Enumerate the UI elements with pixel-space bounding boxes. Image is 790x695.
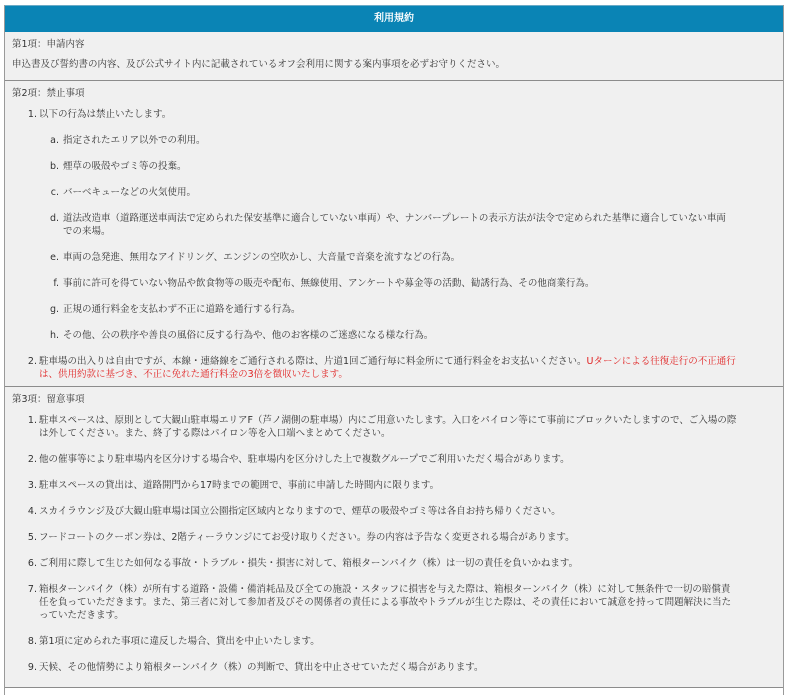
item-number: 1. xyxy=(27,109,37,120)
item-text: スカイラウンジ及び大観山駐車場は国立公園指定区域内となりますので、煙草の吸殻やゴミ等は各自お持ち帰りください。 xyxy=(39,506,561,517)
item-text-continued: は外してください。また、終了する際はパイロン等を入口端へまとめてください。 xyxy=(39,428,391,439)
item-text-normal: 駐車場の出入りは自由ですが、本線・連絡線をご通行される際は、片道1回ご通行毎に料金所にて通行料金をお支払いください。 xyxy=(39,356,587,367)
item-letter: a. xyxy=(50,135,59,146)
item-text: 他の催事等により駐車場内を区分けする場合や、駐車場内を区分けした上で複数グループでご利用いただく場合があります。 xyxy=(39,454,570,465)
item-number: 7. xyxy=(27,584,37,595)
section-notes xyxy=(5,387,783,688)
item-number: 9. xyxy=(27,662,37,673)
item-text: 正規の通行料金を支払わず不正に道路を通行する行為。 xyxy=(63,304,301,315)
section-prohibited xyxy=(5,81,783,387)
item-number: 5. xyxy=(27,532,37,543)
item-text: 駐車スペースの貸出は、道路開門から17時までの範囲で、事前に申請した時間内に限ります。 xyxy=(39,480,440,491)
item-text-continued: 任を負っていただきます。また、第三者に対して参加者及びその関係者の責任による事故やトラブルが生じた際は、その責任において誠意を持って問題解決に当た xyxy=(39,597,732,608)
section-heading: 第2項：禁止事項 xyxy=(12,88,85,99)
item-text: 道法改造車（道路運送車両法で定められた保安基準に適合していない車両）や、ナンバープレートの表示方法が法令で定められた基準に適合していない車両 xyxy=(63,213,726,224)
item-letter: e. xyxy=(50,252,59,263)
item-number: 3. xyxy=(27,480,37,491)
item-text-continued: での来場。 xyxy=(63,226,111,237)
section-application xyxy=(5,32,783,81)
item-number: 6. xyxy=(27,558,37,569)
item-letter: f. xyxy=(53,278,59,289)
item-text: 駐車スペースは、原則として大観山駐車場エリアF（芦ノ湖側の駐車場）内にご用意いたします。入口をパイロン等にて事前にブロックいたしますので、ご入場の際 xyxy=(39,415,737,426)
item-letter: h. xyxy=(49,330,59,341)
section-heading: 第1項：申請内容 xyxy=(12,39,85,50)
section-body: 申込書及び誓約書の内容、及び公式サイト内に記載されているオフ会利用に関する案内事項を必ずお守りください。 xyxy=(12,59,506,70)
item-text: バーベキューなどの火気使用。 xyxy=(63,187,197,198)
item-text: 第1項に定められた事項に違反した場合、貸出を中止いたします。 xyxy=(39,636,320,647)
item-text xyxy=(39,355,736,368)
item-number: 1. xyxy=(27,415,37,426)
item-text: ご利用に際して生じた如何なる事故・トラブル・損失・損害に対して、箱根ターンパイク（株）は一切の責任を負いかねます。 xyxy=(39,558,579,569)
item-number: 4. xyxy=(27,506,37,517)
item-text: 事前に許可を得ていない物品や飲食物等の販売や配布、無線使用、アンケートや募金等の活動、勧誘行為、その他商業行為。 xyxy=(63,278,595,289)
item-letter: d. xyxy=(49,213,59,224)
item-text: 以下の行為は禁止いたします。 xyxy=(39,109,172,120)
item-text: 箱根ターンパイク（株）が所有する道路・設備・備消耗品及び全ての施設・スタッフに損害を与えた際は、箱根ターンパイク（株）に対して無条件で一切の賠償責 xyxy=(39,584,731,595)
item-letter: c. xyxy=(50,187,59,198)
item-text: 煙草の吸殻やゴミ等の投棄。 xyxy=(63,161,187,172)
item-text: 車両の急発進、無用なアイドリング、エンジンの空吹かし、大音量で音楽を流すなどの行為。 xyxy=(63,252,461,263)
terms-title: 利用規約 xyxy=(5,5,783,32)
terms-container xyxy=(4,5,784,695)
item-text-continued: っていただきます。 xyxy=(39,610,124,621)
item-text: フードコートのクーポン券は、2階ティーラウンジにてお受け取りください。券の内容は予告なく変更される場合があります。 xyxy=(39,532,575,543)
item-number: 2. xyxy=(27,454,37,465)
item-text: 天候、その他情勢により箱根ターンパイク（株）の判断で、貸出を中止させていただく場合があります。 xyxy=(39,662,484,673)
section-heading: 第3項：留意事項 xyxy=(12,394,85,405)
item-letter: g. xyxy=(49,304,59,315)
item-number: 8. xyxy=(27,636,37,647)
item-text: 指定されたエリア以外での利用。 xyxy=(63,135,206,146)
item-number: 2. xyxy=(27,356,37,367)
item-text: その他、公の秩序や善良の風俗に反する行為や、他のお客様のご迷惑になる様な行為。 xyxy=(63,330,434,341)
item-text-warning-continued: は、供用約款に基づき、不正に免れた通行料金の3倍を徴収いたします。 xyxy=(39,369,348,380)
item-text-warning: Uターンによる往復走行の不正通行 xyxy=(586,356,736,367)
item-letter: b. xyxy=(49,161,59,172)
